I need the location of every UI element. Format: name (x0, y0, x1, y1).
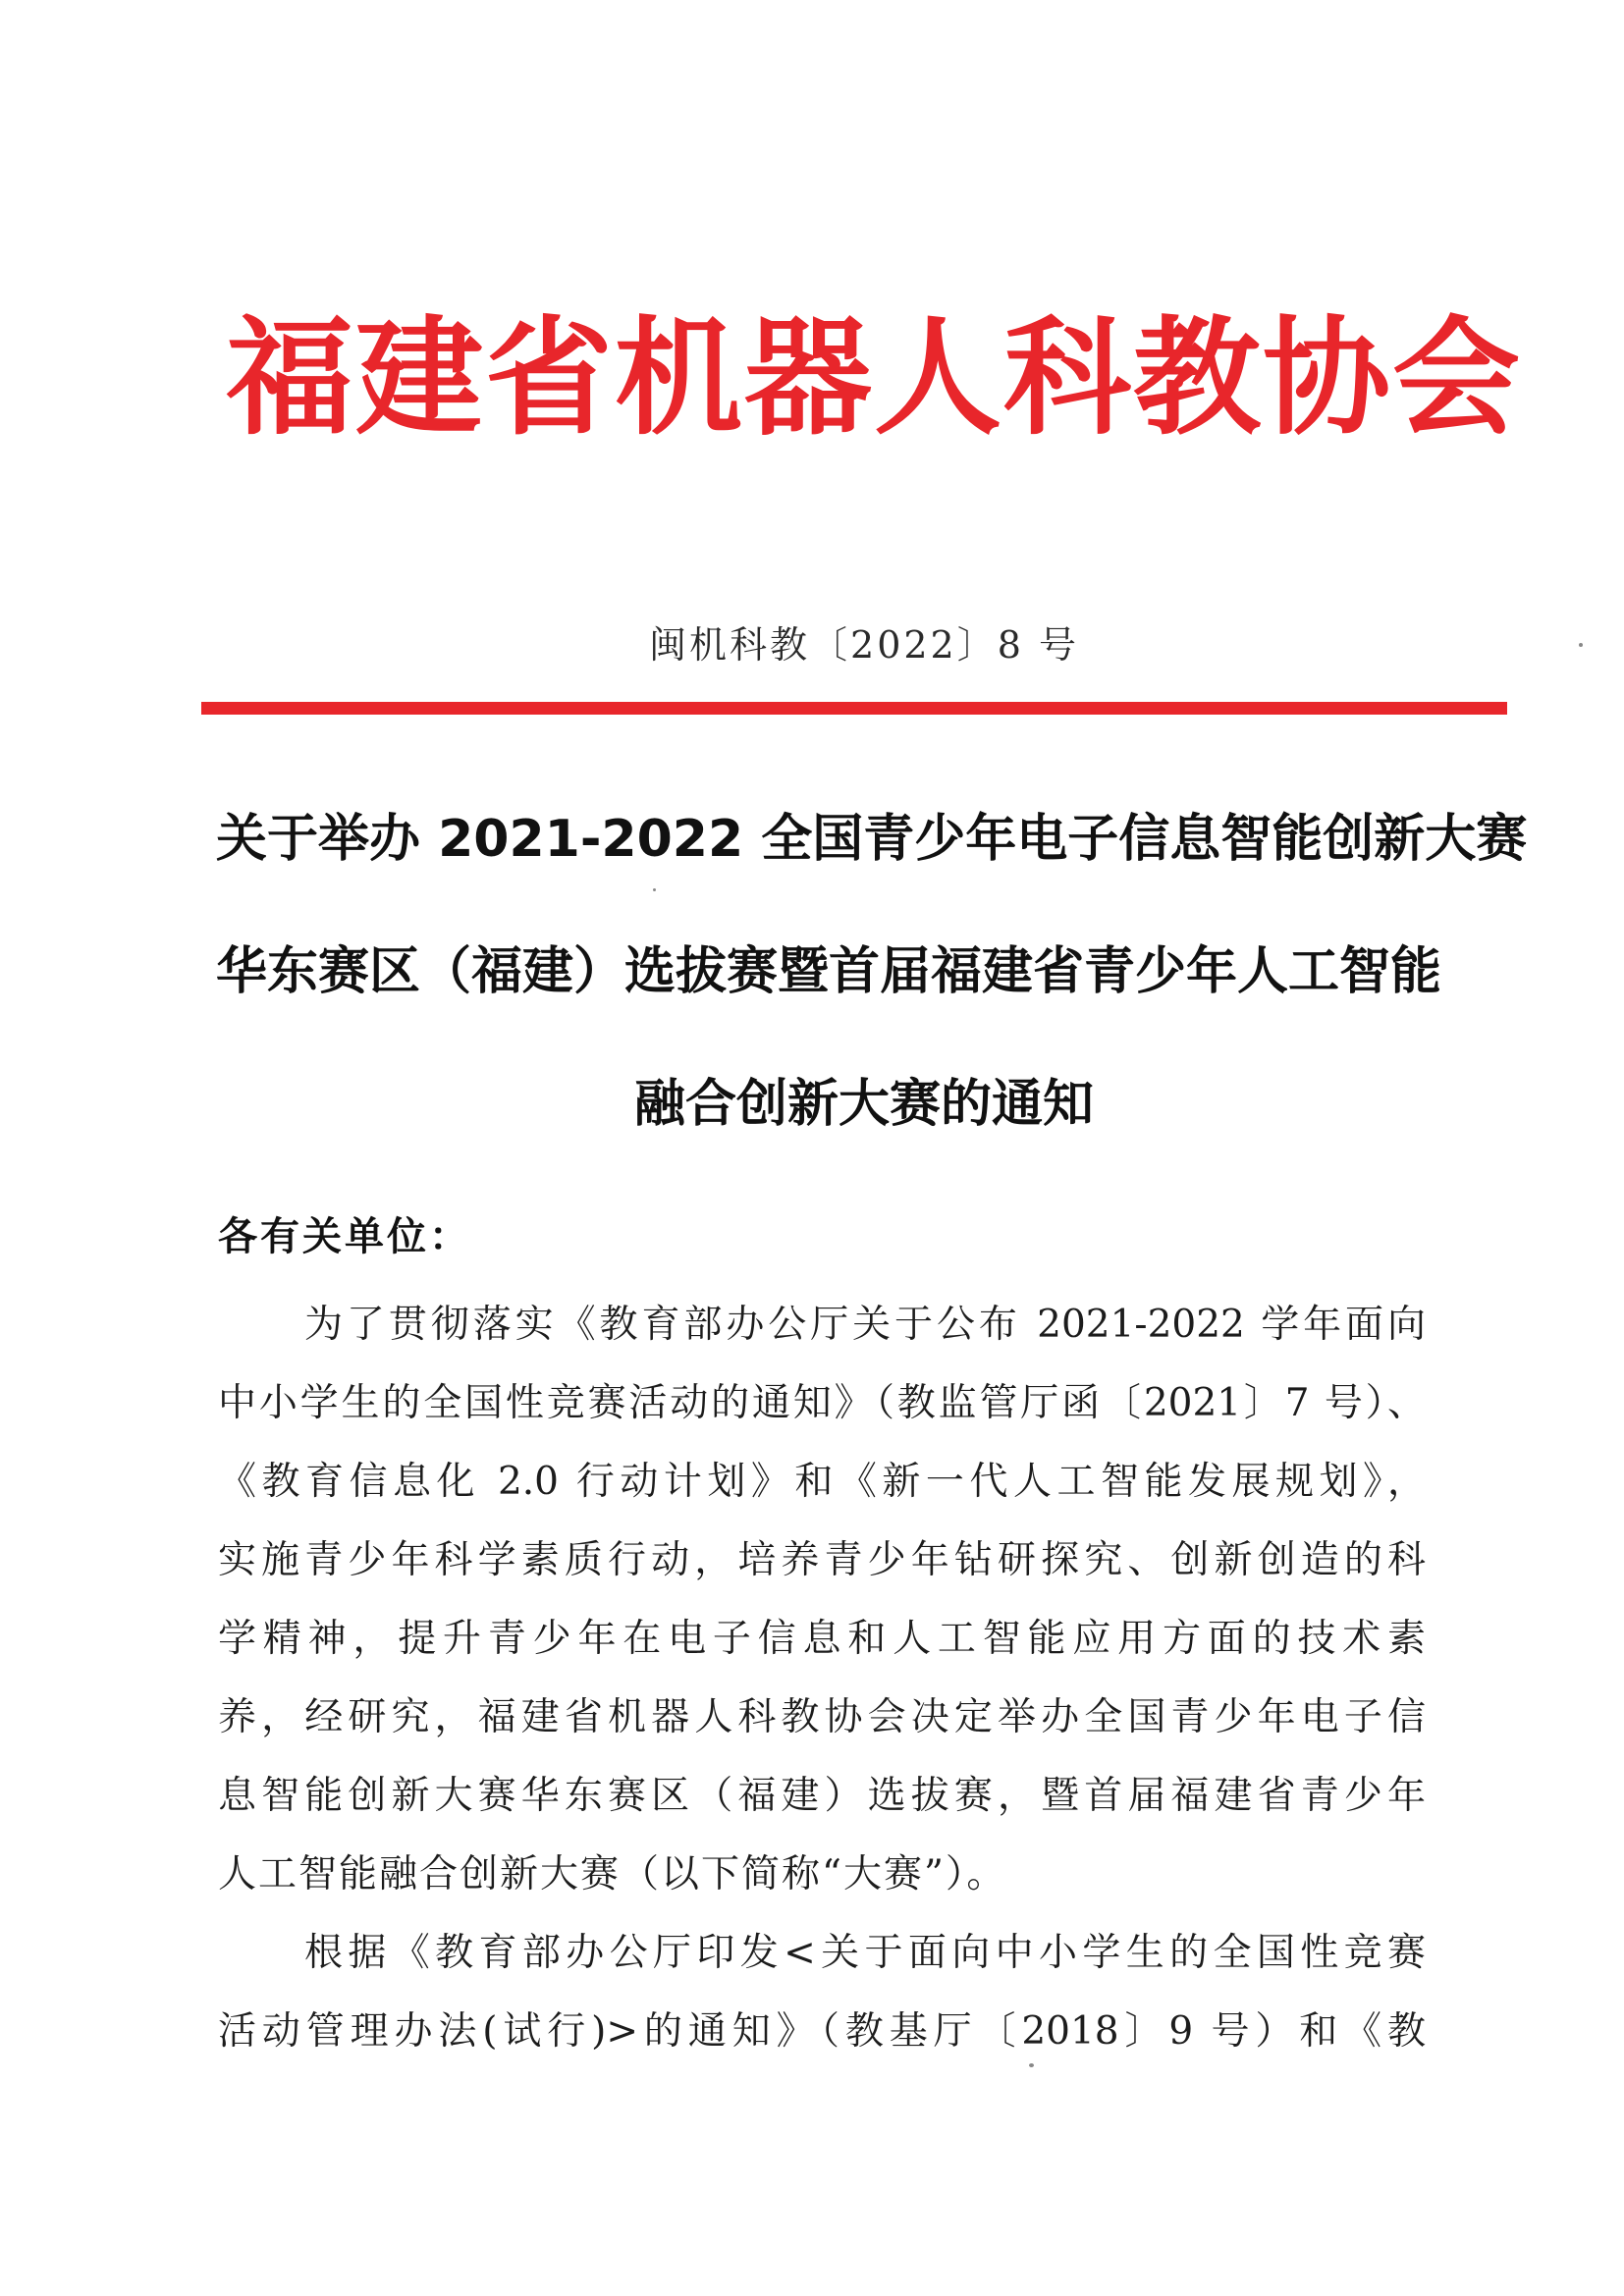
red-divider-rule (201, 702, 1507, 715)
body-line-3: 《教育信息化 2.0 行动计划》和《新一代人工智能发展规划》， (218, 1460, 1426, 1504)
salutation: 各有关单位： (218, 1214, 471, 1259)
body-line-8: 人工智能融合创新大赛（以下简称“大赛”）。 (218, 1852, 1007, 1896)
document-number: 闽机科教〔2022〕8 号 (649, 623, 1079, 667)
body-line-6: 养，经研究，福建省机器人科教协会决定举办全国青少年电子信 (218, 1695, 1426, 1739)
title-line-1: 关于举办 2021-2022 全国青少年电子信息智能创新大赛 (216, 810, 1528, 869)
body-line-9: 根据《教育部办公厅印发<关于面向中小学生的全国性竞赛 (304, 1931, 1426, 1975)
scan-speck (653, 888, 656, 891)
notice-title (216, 795, 1528, 1193)
body-line-10: 活动管理办法(试行)>的通知》（教基厅〔2018〕9 号）和《教 (218, 2009, 1426, 2054)
body-line-7: 息智能创新大赛华东赛区（福建）选拔赛，暨首届福建省青少年 (218, 1774, 1426, 1818)
title-line-3: 融合创新大赛的通知 (633, 1075, 1094, 1134)
title-line-2: 华东赛区（福建）选拔赛暨首届福建省青少年人工智能 (216, 942, 1442, 1001)
organization-header: 福建省机器人科教协会 (226, 302, 1523, 453)
body-line-5: 学精神，提升青少年在电子信息和人工智能应用方面的技术素 (218, 1617, 1426, 1661)
scan-speck (1029, 2063, 1034, 2067)
body-line-2: 中小学生的全国性竞赛活动的通知》（教监管厅函〔2021〕7 号）、 (218, 1381, 1426, 1425)
body-line-4: 实施青少年科学素质行动，培养青少年钻研探究、创新创造的科 (218, 1538, 1426, 1582)
body-line-1: 为了贯彻落实《教育部办公厅关于公布 2021-2022 学年面向 (304, 1303, 1426, 1347)
scan-speck (1579, 643, 1583, 647)
